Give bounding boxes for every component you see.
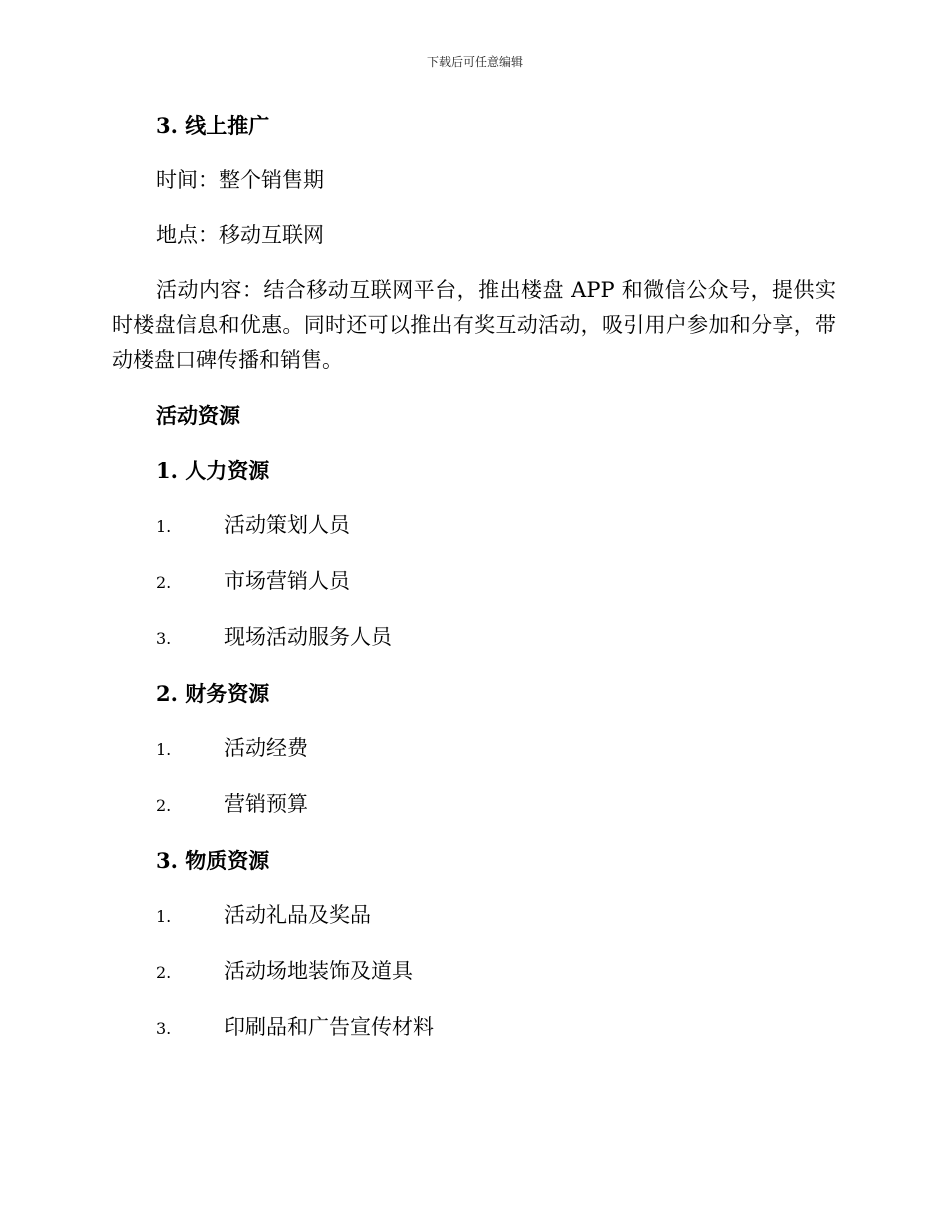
location-field: 地点：移动互联网 [156,223,324,247]
list-item-number: 2. [156,796,172,815]
list-item [112,564,836,600]
list-item-number: 3. [156,629,172,648]
list-item-text: 活动经费 [224,736,308,760]
list-item-text: 印刷品和广告宣传材料 [224,1015,434,1039]
time-field: 时间：整个销售期 [156,168,324,192]
list-item [112,508,836,544]
activity-content-paragraph: 活动内容：结合移动互联网平台，推出楼盘 APP 和微信公众号，提供实时楼盘信息和优惠。同时还可以推出有奖互动活动，吸引用户参加和分享，带动楼盘口碑传播和销售。 [112,278,836,372]
list-item-number: 1. [156,907,172,926]
subsection-title-human: 1. 人力资源 [156,458,270,483]
list-item-number: 3. [156,1019,172,1038]
list-item [112,898,836,934]
list-item [112,787,836,823]
list-item-number: 1. [156,517,172,536]
subsection-title-material: 3. 物质资源 [156,848,270,873]
list-item-text: 市场营销人员 [224,569,350,593]
subsection-title-finance: 2. 财务资源 [156,681,270,706]
section-title-online-promotion: 3. 线上推广 [156,113,270,138]
list-item-number: 2. [156,573,172,592]
list-item-text: 活动场地装饰及道具 [224,959,413,983]
list-item [112,731,836,767]
document-body [112,108,836,1066]
list-item-number: 1. [156,740,172,759]
list-item-number: 2. [156,963,172,982]
list-item-text: 现场活动服务人员 [224,625,392,649]
list-item-text: 营销预算 [224,792,308,816]
list-item-text: 活动策划人员 [224,513,350,537]
list-item [112,1010,836,1046]
page-header-note: 下载后可任意编辑 [426,55,523,69]
list-item [112,620,836,656]
list-item-text: 活动礼品及奖品 [224,903,371,927]
list-item [112,954,836,990]
section-title-resources: 活动资源 [156,403,240,428]
